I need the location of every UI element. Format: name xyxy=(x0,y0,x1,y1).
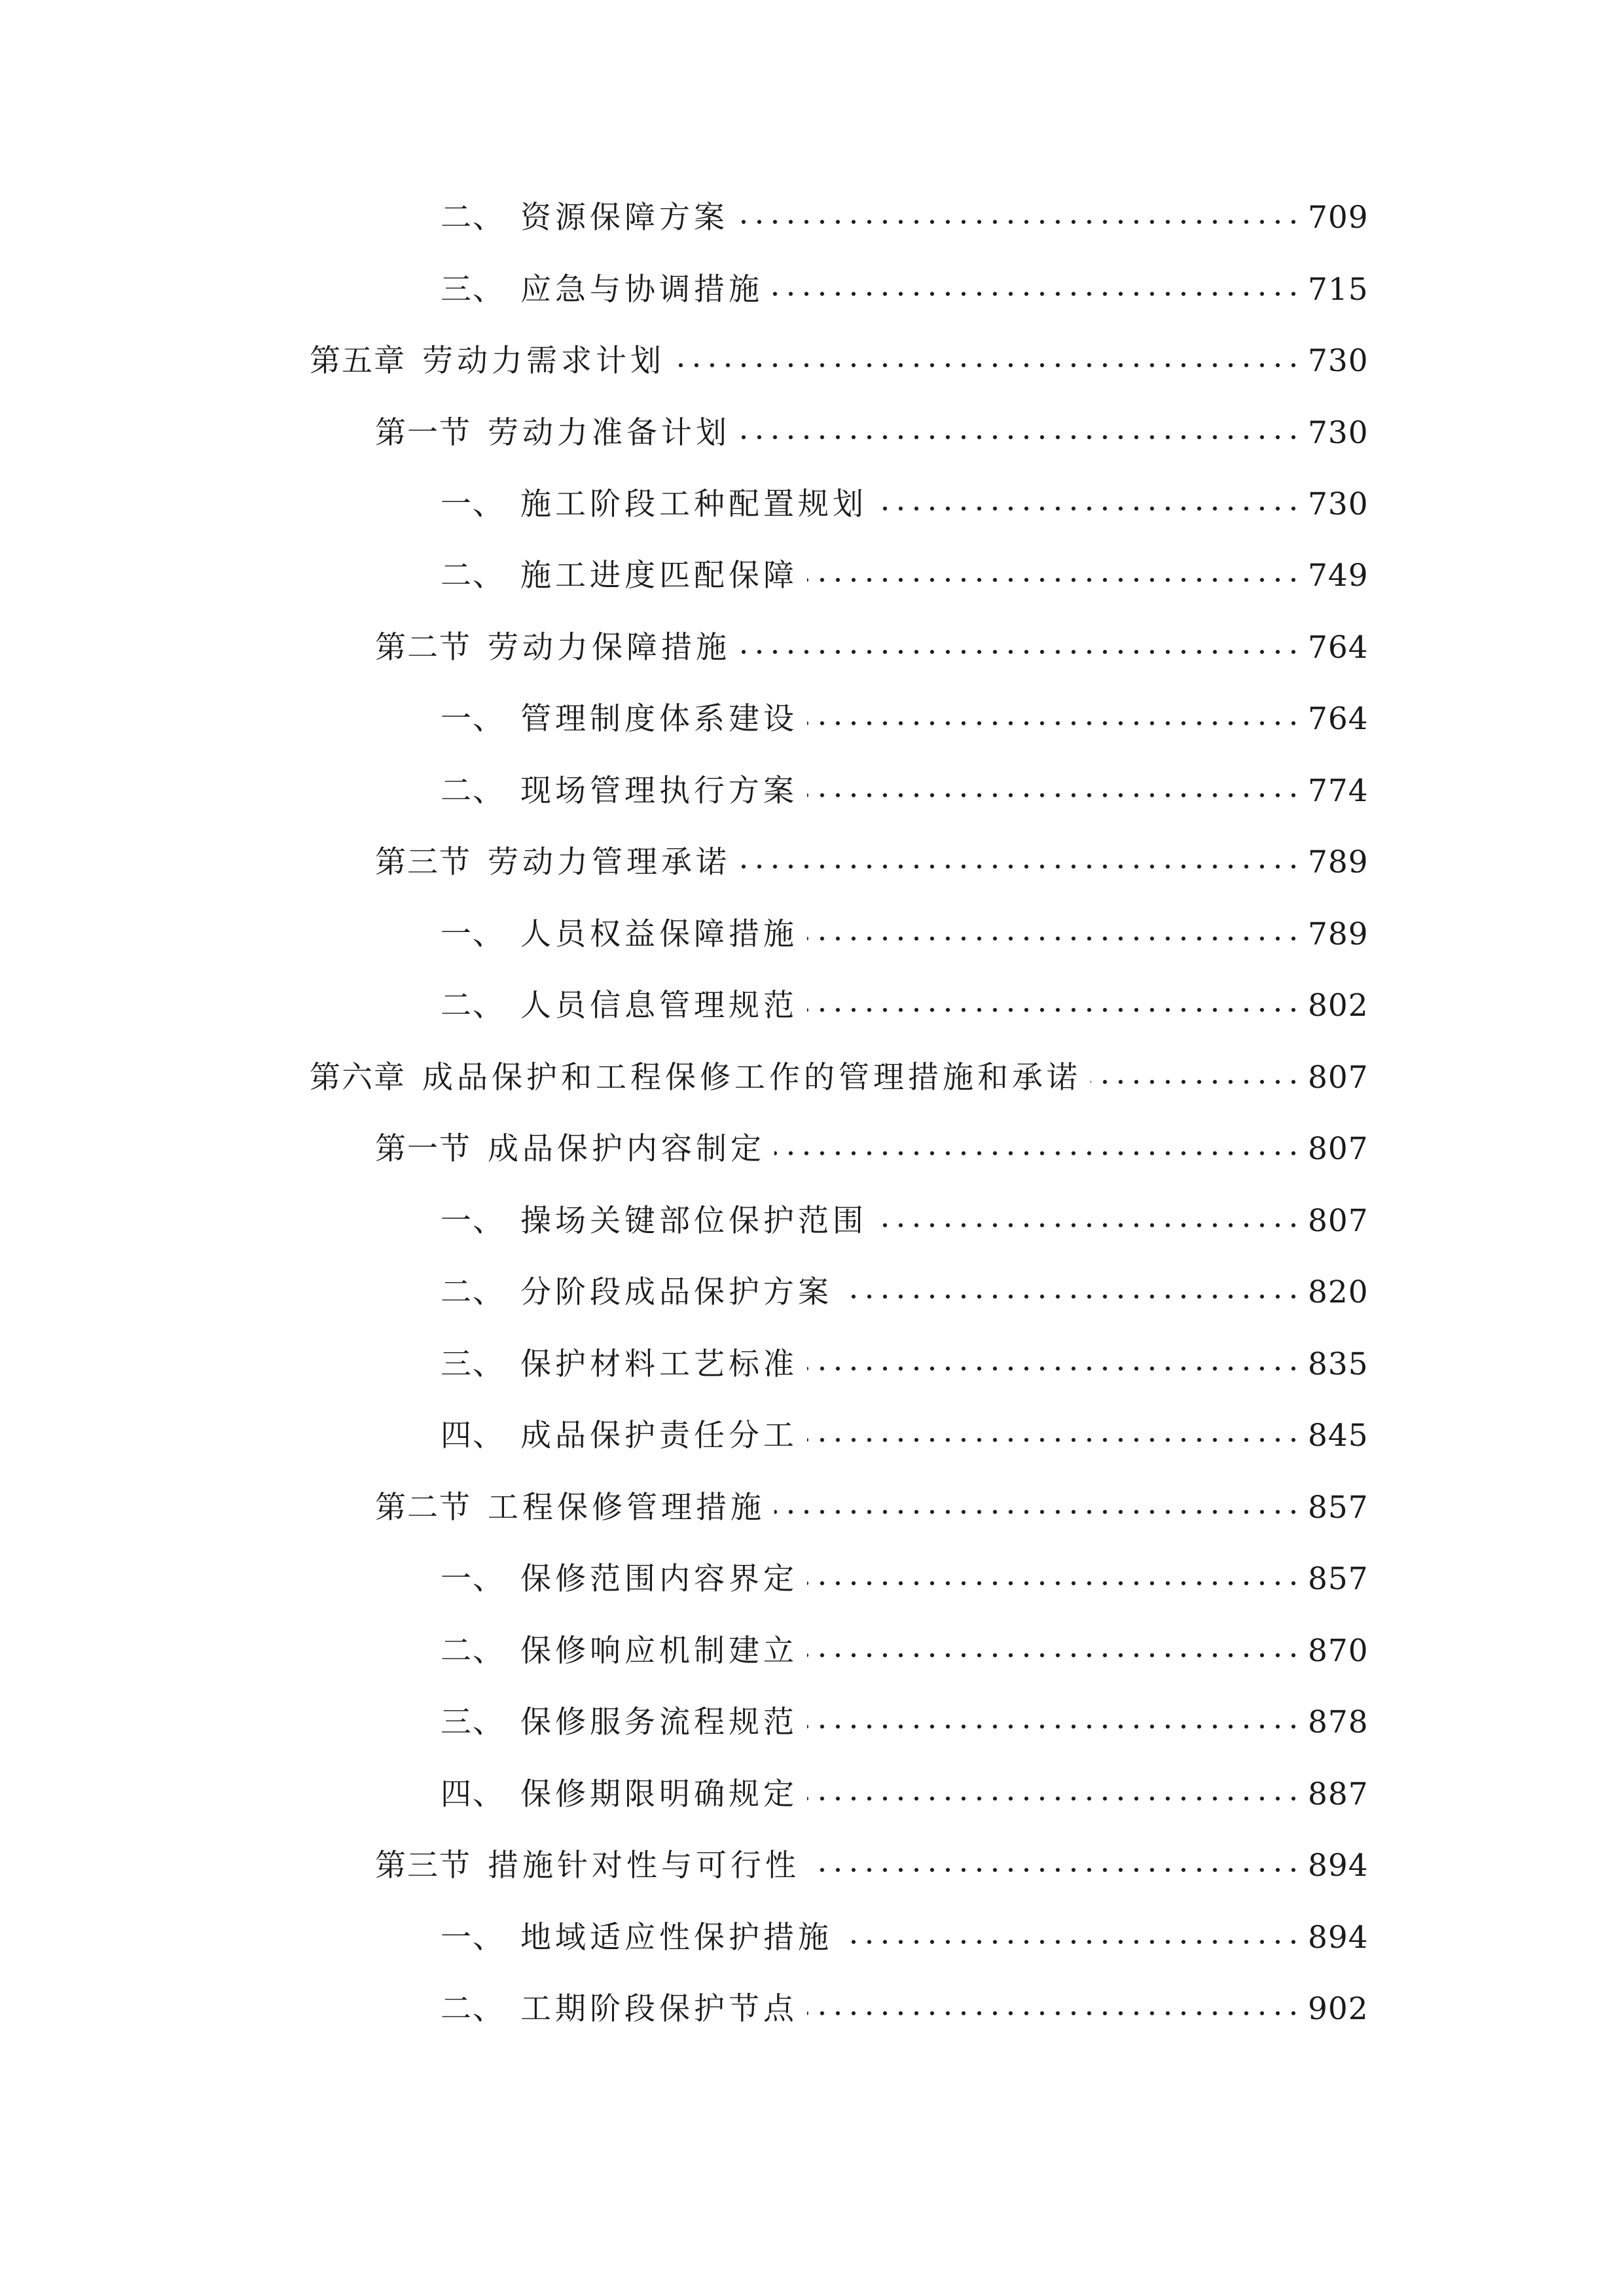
toc-entry-page-number: 857 xyxy=(1308,1490,1369,1526)
toc-entry-number: 二、 xyxy=(441,1991,505,2027)
toc-entry-title: 人员信息管理规范 xyxy=(520,988,798,1024)
toc-entry-page-number: 774 xyxy=(1308,773,1369,809)
toc-entry-page-number: 807 xyxy=(1308,1203,1369,1239)
toc-entry[interactable] xyxy=(441,1768,1368,1821)
toc-entry-number: 三、 xyxy=(441,1704,505,1740)
toc-entry-page-number: 730 xyxy=(1308,415,1369,451)
toc-entry[interactable] xyxy=(441,765,1368,817)
toc-entry-number: 二、 xyxy=(441,200,505,236)
toc-entry-number: 一、 xyxy=(441,701,505,737)
dot-leader xyxy=(807,693,1301,745)
dot-leader xyxy=(740,407,1301,459)
toc-entry-title: 施工进度匹配保障 xyxy=(520,558,798,594)
toc-entry-page-number: 894 xyxy=(1308,1848,1369,1884)
toc-entry-title: 现场管理执行方案 xyxy=(520,773,798,809)
toc-entry-number: 二、 xyxy=(441,988,505,1024)
toc-entry[interactable] xyxy=(441,1266,1368,1319)
dot-leader xyxy=(807,1410,1301,1462)
dot-leader xyxy=(807,1338,1301,1391)
toc-entry-page-number: 764 xyxy=(1308,630,1369,666)
toc-entry-number: 二、 xyxy=(441,773,505,809)
toc-entry-title: 应急与协调措施 xyxy=(520,272,763,308)
toc-entry-number: 第二节 xyxy=(375,1490,471,1526)
toc-section-entry[interactable] xyxy=(375,622,1368,674)
toc-section-entry[interactable] xyxy=(375,1840,1368,1892)
toc-chapter-entry[interactable] xyxy=(310,1052,1368,1104)
toc-entry[interactable] xyxy=(441,1696,1368,1749)
dot-leader xyxy=(842,1912,1301,1964)
toc-entry-title: 保护材料工艺标准 xyxy=(520,1346,798,1382)
dot-leader xyxy=(807,980,1301,1032)
toc-entry-page-number: 789 xyxy=(1308,916,1369,952)
toc-entry-number: 一、 xyxy=(441,1203,505,1239)
toc-entry[interactable] xyxy=(441,478,1368,531)
toc-entry-page-number: 730 xyxy=(1308,343,1369,379)
toc-entry[interactable] xyxy=(441,1338,1368,1391)
dot-leader xyxy=(807,765,1301,817)
toc-entry-number: 一、 xyxy=(441,486,505,522)
toc-entry-page-number: 802 xyxy=(1308,988,1369,1024)
toc-entry-number: 第二节 xyxy=(375,630,471,666)
toc-entry-number: 第五章 xyxy=(310,343,406,379)
toc-entry-title: 措施针对性与可行性 xyxy=(488,1848,800,1884)
toc-entry-page-number: 807 xyxy=(1308,1060,1369,1096)
toc-entry-page-number: 764 xyxy=(1308,701,1369,737)
toc-entry-page-number: 845 xyxy=(1308,1418,1369,1454)
toc-entry[interactable] xyxy=(441,550,1368,602)
toc-entry-number: 第六章 xyxy=(310,1060,406,1096)
toc-entry-number: 二、 xyxy=(441,1274,505,1310)
toc-entry-title: 保修响应机制建立 xyxy=(520,1633,798,1669)
dot-leader xyxy=(809,1840,1301,1892)
toc-entry-number: 四、 xyxy=(441,1418,505,1454)
toc-entry[interactable] xyxy=(441,1195,1368,1247)
toc-entry[interactable] xyxy=(441,1410,1368,1462)
toc-entry-number: 一、 xyxy=(441,916,505,952)
toc-section-entry[interactable] xyxy=(375,836,1368,889)
toc-entry-number: 一、 xyxy=(441,1561,505,1597)
dot-leader xyxy=(807,1983,1301,2036)
dot-leader xyxy=(772,264,1301,316)
toc-entry-title: 工程保修管理措施 xyxy=(488,1490,765,1526)
toc-entry-number: 第一节 xyxy=(375,415,471,451)
toc-entry-number: 三、 xyxy=(441,272,505,308)
toc-entry-number: 第三节 xyxy=(375,1848,471,1884)
dot-leader xyxy=(807,1553,1301,1605)
dot-leader xyxy=(807,908,1301,961)
dot-leader xyxy=(738,192,1301,244)
toc-entry-page-number: 902 xyxy=(1308,1991,1369,2027)
toc-entry[interactable] xyxy=(441,908,1368,961)
toc-entry-title: 管理制度体系建设 xyxy=(520,701,798,737)
toc-entry[interactable] xyxy=(441,264,1368,316)
toc-entry-number: 第一节 xyxy=(375,1131,471,1167)
toc-entry-title: 保修期限明确规定 xyxy=(520,1776,798,1812)
toc-entry-number: 四、 xyxy=(441,1776,505,1812)
toc-entry-page-number: 749 xyxy=(1308,558,1369,594)
toc-entry-page-number: 715 xyxy=(1308,272,1369,308)
toc-entry[interactable] xyxy=(441,1553,1368,1605)
toc-entry[interactable] xyxy=(441,1625,1368,1677)
dot-leader xyxy=(876,478,1301,531)
toc-entry-number: 二、 xyxy=(441,558,505,594)
toc-entry-title: 人员权益保障措施 xyxy=(520,916,798,952)
dot-leader xyxy=(774,1123,1301,1175)
toc-entry-title: 操场关键部位保护范围 xyxy=(520,1203,867,1239)
toc-entry-title: 分阶段成品保护方案 xyxy=(520,1274,833,1310)
toc-entry-page-number: 870 xyxy=(1308,1633,1369,1669)
dot-leader xyxy=(807,550,1301,602)
dot-leader xyxy=(807,1768,1301,1821)
toc-entry-page-number: 887 xyxy=(1308,1776,1369,1812)
toc-chapter-entry[interactable] xyxy=(310,335,1368,387)
toc-entry-title: 成品保护责任分工 xyxy=(520,1418,798,1454)
toc-entry-title: 成品保护和工程保修工作的管理措施和承诺 xyxy=(422,1060,1081,1096)
toc-entry-title: 工期阶段保护节点 xyxy=(520,1991,798,2027)
dot-leader xyxy=(674,335,1301,387)
toc-section-entry[interactable] xyxy=(375,407,1368,459)
dot-leader xyxy=(807,1696,1301,1749)
toc-entry[interactable] xyxy=(441,1983,1368,2036)
toc-entry-page-number: 820 xyxy=(1308,1274,1369,1310)
toc-entry-number: 三、 xyxy=(441,1346,505,1382)
dot-leader xyxy=(740,622,1301,674)
dot-leader xyxy=(774,1482,1301,1534)
toc-entry-page-number: 835 xyxy=(1308,1346,1369,1382)
toc-entry-page-number: 894 xyxy=(1308,1920,1369,1956)
toc-entry[interactable] xyxy=(441,980,1368,1032)
toc-entry-title: 施工阶段工种配置规划 xyxy=(520,486,867,522)
toc-entry-title: 劳动力保障措施 xyxy=(488,630,731,666)
toc-entry-title: 保修范围内容界定 xyxy=(520,1561,798,1597)
toc-entry[interactable] xyxy=(441,1912,1368,1964)
toc-entry-number: 二、 xyxy=(441,1633,505,1669)
toc-entry-title: 保修服务流程规范 xyxy=(520,1704,798,1740)
toc-section-entry[interactable] xyxy=(375,1123,1368,1175)
toc-entry-title: 劳动力需求计划 xyxy=(422,343,665,379)
toc-entry-page-number: 730 xyxy=(1308,486,1369,522)
toc-entry-number: 一、 xyxy=(441,1920,505,1956)
dot-leader xyxy=(1091,1052,1301,1104)
toc-entry-page-number: 878 xyxy=(1308,1704,1369,1740)
dot-leader xyxy=(842,1266,1301,1319)
toc-entry-page-number: 789 xyxy=(1308,844,1369,880)
toc-entry[interactable] xyxy=(441,693,1368,745)
toc-entry[interactable] xyxy=(441,192,1368,244)
toc-section-entry[interactable] xyxy=(375,1482,1368,1534)
toc-entry-page-number: 709 xyxy=(1308,200,1369,236)
toc-entry-number: 第三节 xyxy=(375,844,471,880)
toc-entry-title: 劳动力准备计划 xyxy=(488,415,731,451)
toc-entry-page-number: 807 xyxy=(1308,1131,1369,1167)
toc-entry-title: 地域适应性保护措施 xyxy=(520,1920,833,1956)
dot-leader xyxy=(807,1625,1301,1677)
dot-leader xyxy=(876,1195,1301,1247)
dot-leader xyxy=(740,836,1301,889)
toc-entry-page-number: 857 xyxy=(1308,1561,1369,1597)
toc-entry-title: 劳动力管理承诺 xyxy=(488,844,731,880)
toc-entry-title: 成品保护内容制定 xyxy=(488,1131,765,1167)
toc-entry-title: 资源保障方案 xyxy=(520,200,729,236)
